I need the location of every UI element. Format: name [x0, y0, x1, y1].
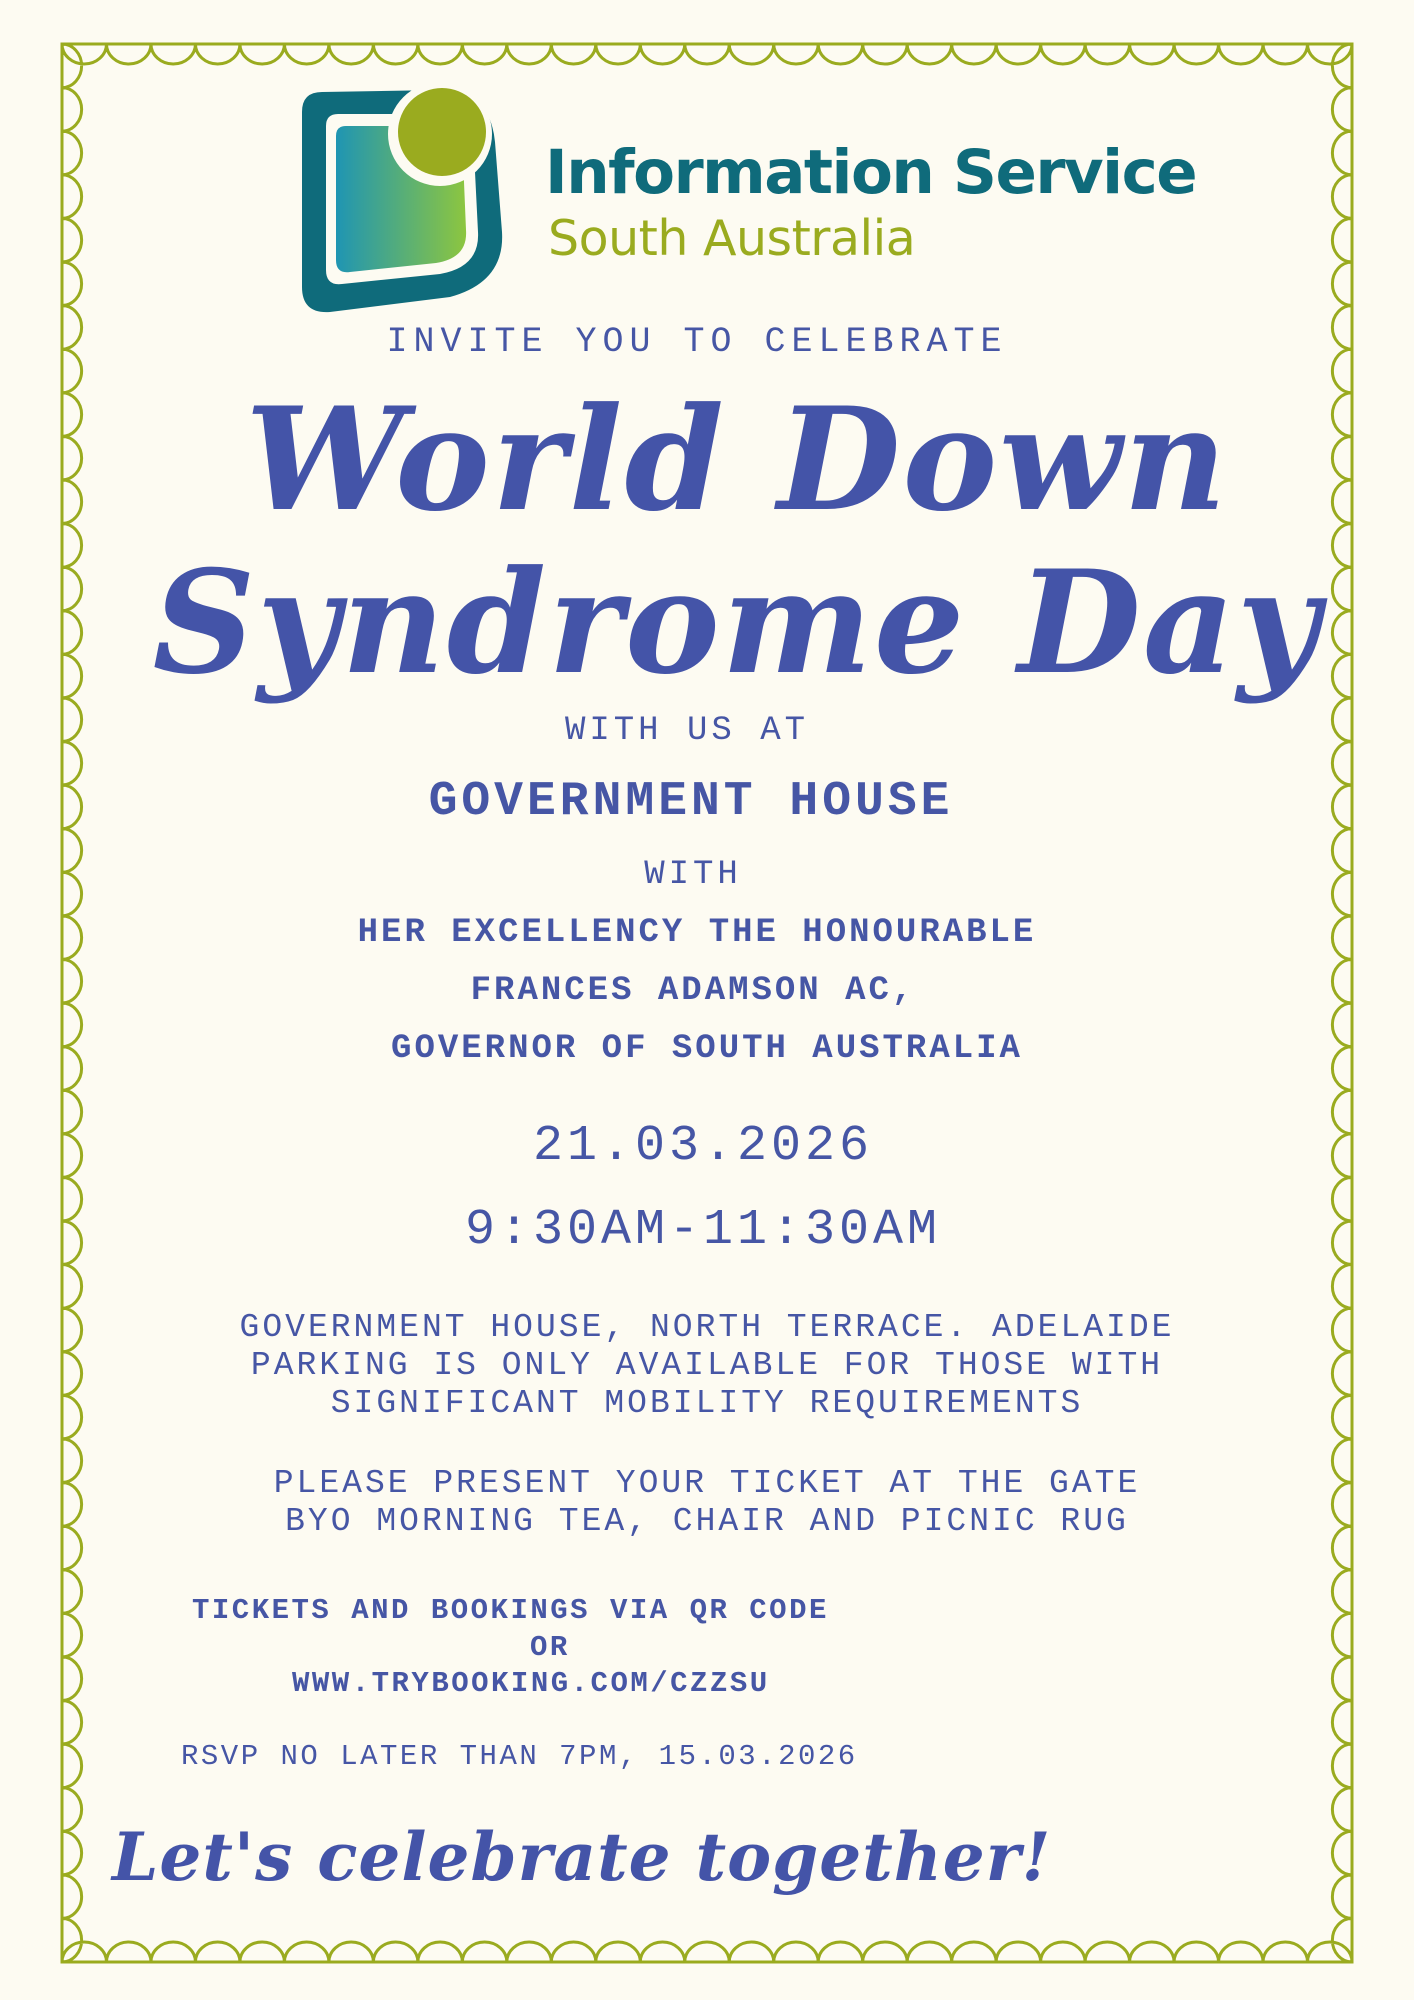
host-line1: HER EXCELLENCY THE HONOURABLE: [357, 914, 1037, 952]
with-us-at: WITH US AT: [564, 712, 810, 750]
logo-subtitle: South Australia: [548, 210, 916, 267]
venue: GOVERNMENT HOUSE: [428, 775, 954, 829]
tickets-url-link[interactable]: WWW.TRYBOOKING.COM/CZZSU: [292, 1667, 770, 1700]
rsvp-text: RSVP NO LATER THAN 7PM, 15.03.2026: [181, 1740, 858, 1773]
info-line1: GOVERNMENT HOUSE, NORTH TERRACE. ADELAIDE: [239, 1309, 1175, 1346]
logo-title: Information Service: [545, 137, 1197, 208]
tickets-line: TICKETS AND BOOKINGS VIA QR CODE: [192, 1594, 829, 1627]
event-title-line1: World Down: [245, 377, 1229, 543]
event-time: 9:30AM-11:30AM: [464, 1202, 942, 1259]
host-line2: FRANCES ADAMSON AC,: [470, 972, 916, 1010]
logo-mark-icon: [290, 82, 530, 322]
with-text: WITH: [644, 856, 742, 894]
event-date: 21.03.2026: [532, 1118, 874, 1175]
intro-text: INVITE YOU TO CELEBRATE: [386, 322, 1008, 362]
closing-text: Let's celebrate together!: [112, 1818, 1052, 1896]
event-title-line2: Syndrome Day: [152, 540, 1322, 706]
info-line2: PARKING IS ONLY AVAILABLE FOR THOSE WITH: [250, 1347, 1164, 1384]
info-line3: SIGNIFICANT MOBILITY REQUIREMENTS: [330, 1385, 1084, 1422]
notes-line2: BYO MORNING TEA, CHAIR AND PICNIC RUG: [285, 1503, 1129, 1540]
tickets-or: OR: [530, 1631, 570, 1664]
notes-line1: PLEASE PRESENT YOUR TICKET AT THE GATE: [273, 1465, 1141, 1502]
logo: [290, 82, 1197, 322]
host-line3: GOVERNOR OF SOUTH AUSTRALIA: [391, 1030, 1023, 1068]
